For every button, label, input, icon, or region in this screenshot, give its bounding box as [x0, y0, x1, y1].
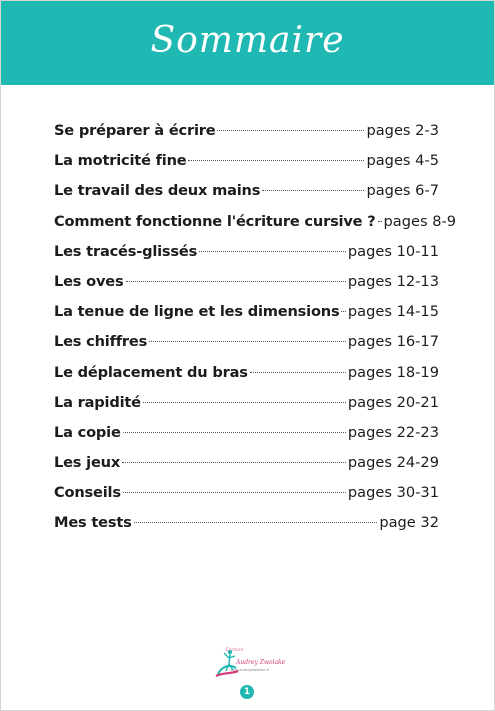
- toc-entry-title: Se préparer à écrire: [54, 122, 216, 139]
- logo-name: Audrey Zwolake: [236, 659, 286, 666]
- toc-entry-pages: page 32: [379, 514, 439, 532]
- toc-entry-pages: pages 14-15: [347, 303, 439, 321]
- toc-entry-title: Mes tests: [54, 514, 132, 532]
- logo-arc-text: Écriture: [226, 648, 244, 653]
- toc-entry-title: Le travail des deux mains: [54, 182, 261, 200]
- toc-dot-leader: [122, 462, 346, 463]
- toc-dot-leader: [123, 432, 346, 433]
- toc-dot-leader: [250, 372, 346, 373]
- toc-entry-pages: pages 22-23: [347, 423, 439, 441]
- toc-entry[interactable]: [54, 243, 439, 273]
- toc-entry[interactable]: [54, 514, 439, 544]
- toc-dot-leader: [143, 402, 346, 403]
- toc-entry[interactable]: [54, 303, 439, 333]
- toc-dot-leader: [123, 492, 346, 493]
- toc-entry-pages: pages 16-17: [347, 333, 439, 351]
- header-banner: [1, 1, 494, 85]
- toc-dot-leader: [188, 160, 364, 161]
- toc-entry[interactable]: [54, 212, 457, 243]
- toc-entry-title: Conseils: [54, 484, 121, 502]
- toc-entry[interactable]: [54, 364, 439, 394]
- toc-entry[interactable]: [54, 454, 439, 484]
- toc-entry-title: Comment fonctionne l'écriture cursive ?: [54, 212, 376, 230]
- toc-entry-pages: pages 30-31: [347, 484, 439, 502]
- toc-dot-leader: [199, 251, 346, 252]
- toc-entry-title: Le déplacement du bras: [54, 363, 248, 381]
- toc-entry[interactable]: [54, 424, 439, 454]
- toc-entry[interactable]: [54, 273, 439, 303]
- toc-entry-title: La tenue de ligne et les dimensions: [54, 303, 340, 321]
- toc-entry-title: Les jeux: [54, 454, 121, 472]
- toc-dot-leader: [341, 311, 345, 312]
- toc-dot-leader: [149, 341, 346, 342]
- toc-entry-title: Les oves: [54, 272, 124, 290]
- toc-dot-leader: [126, 281, 346, 282]
- toc-entry-pages: pages 2-3: [366, 122, 439, 139]
- page-number-badge: 1: [240, 685, 254, 699]
- toc-dot-leader: [262, 190, 364, 191]
- toc-entry-pages: pages 10-11: [347, 242, 439, 260]
- toc-entry-title: Les tracés-glissés: [54, 242, 198, 260]
- toc-entry-pages: pages 12-13: [347, 272, 439, 290]
- toc-entry-pages: pages 4-5: [366, 152, 439, 170]
- toc-entry[interactable]: [54, 152, 439, 182]
- toc-entry-pages: pages 18-19: [347, 363, 439, 381]
- logo-url: www.audreyzwolake.fr: [230, 668, 270, 672]
- toc-entry[interactable]: [54, 333, 439, 363]
- toc-entry[interactable]: [54, 122, 439, 152]
- toc-entry[interactable]: [54, 394, 439, 424]
- table-of-contents: [54, 122, 457, 545]
- toc-entry-pages: pages 20-21: [347, 393, 439, 411]
- toc-entry-title: Les chiffres: [54, 333, 148, 351]
- toc-entry[interactable]: [54, 484, 439, 514]
- toc-entry-pages: pages 24-29: [347, 454, 439, 472]
- toc-entry-pages: pages 6-7: [366, 182, 439, 200]
- toc-entry-title: La motricité fine: [54, 152, 187, 170]
- page-title: Sommaire: [150, 19, 345, 61]
- toc-dot-leader: [378, 221, 382, 222]
- toc-entry-pages: pages 8-9: [383, 212, 457, 230]
- toc-dot-leader: [134, 522, 378, 523]
- toc-dot-leader: [217, 130, 364, 131]
- toc-entry-title: La copie: [54, 423, 121, 441]
- toc-entry[interactable]: [54, 182, 439, 212]
- toc-entry-title: La rapidité: [54, 393, 141, 411]
